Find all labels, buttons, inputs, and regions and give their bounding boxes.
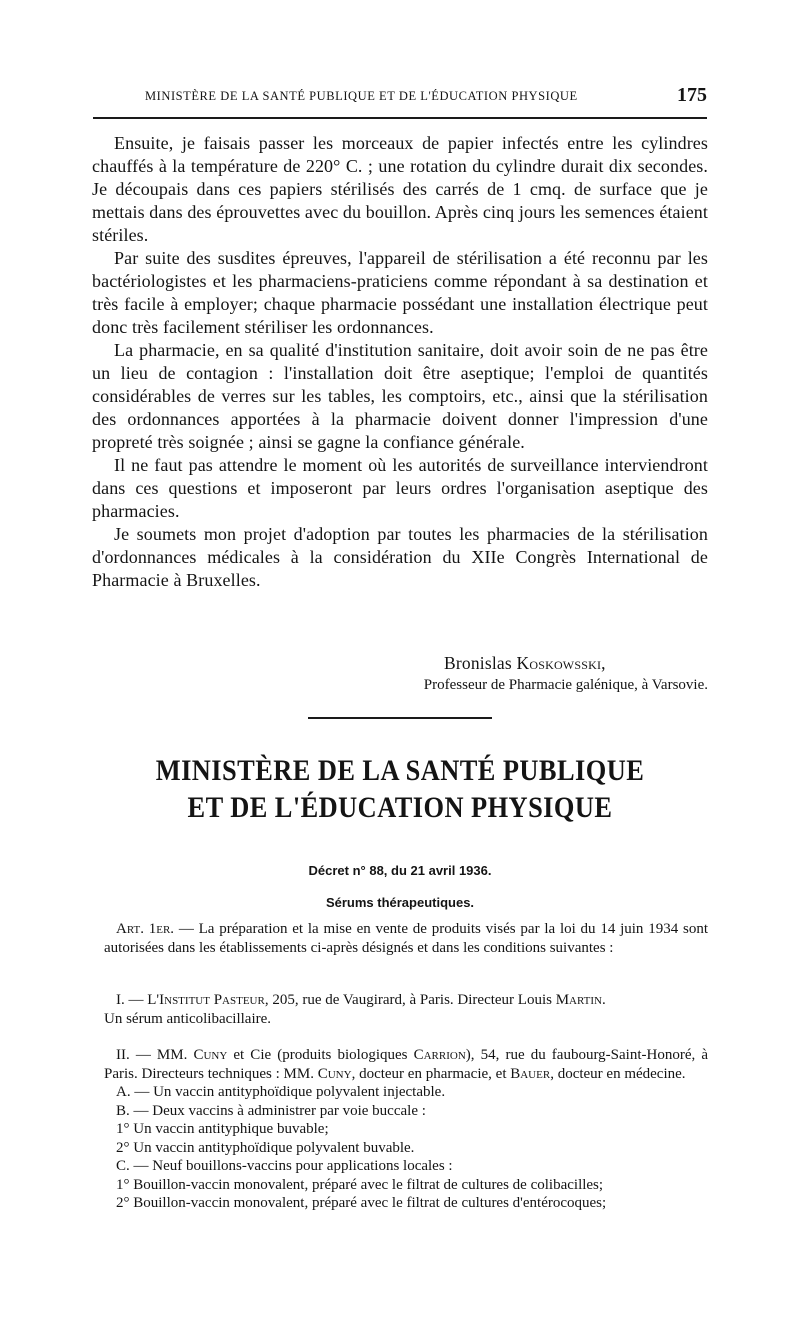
author-first-name: Bronislas <box>444 653 512 673</box>
technician-2-name: Bauer <box>510 1065 551 1082</box>
running-head-title: MINISTÈRE DE LA SANTÉ PUBLIQUE ET DE L'ÉDUCATION PHYSIQUE <box>145 89 578 103</box>
company-rest: et Cie (produits biologiques <box>227 1047 414 1063</box>
item-1-end: . <box>602 992 606 1008</box>
article-text: — La préparation et la mise en vente de produits visés par la loi du 14 juin 1934 sont autorisées dans les établissements ci-après désignés et dans les conditions suivantes : <box>104 921 708 956</box>
running-head <box>93 84 707 108</box>
decree-heading: Décret n° 88, du 21 avril 1936. <box>308 863 492 878</box>
product-line: 1° Bouillon-vaccin monovalent, préparé avec le filtrat de cultures de colibacilles; <box>116 1176 604 1193</box>
author-title: Professeur de Pharmacie galénique, à Varsovie. <box>423 677 708 693</box>
product-line: 2° Bouillon-vaccin monovalent, préparé avec le filtrat de cultures d'entérocoques; <box>116 1195 607 1211</box>
company-name: Cuny <box>193 1047 228 1063</box>
item-1-heading <box>104 991 708 1010</box>
item-2-prefix: II. — MM. <box>116 1047 194 1063</box>
section-title-line1: MINISTÈRE DE LA SANTÉ PUBLIQUE <box>155 754 645 787</box>
decree-subject: Sérums thérapeutiques. <box>325 895 475 910</box>
section-separator <box>308 717 492 719</box>
institute-name: Institut Pasteur <box>159 992 265 1008</box>
page-number: 175 <box>677 84 707 106</box>
item-1 <box>104 991 708 1028</box>
technician-2-role: , docteur en médecine. <box>550 1065 686 1082</box>
article-1-text <box>104 920 708 957</box>
paragraph: Par suite des susdites épreuves, l'appareil de stérilisation a été reconnu par les bactériologistes et les pharmaciens-praticiens comme répondant à sa destination et très facile à employer; chaque pharmacie possédant une installation électrique peut donc très facilement stériliser les ordonnances. <box>92 248 708 337</box>
article-label: Art. 1er. <box>116 921 175 937</box>
section-title <box>129 752 671 826</box>
item-1-prefix: I. — L' <box>116 992 160 1008</box>
director-name: Martin <box>555 992 603 1008</box>
author-last-name: Koskowsski, <box>516 653 606 673</box>
item-2-heading <box>104 1046 708 1083</box>
technician-1-role: , docteur en pharmacie, et <box>351 1065 511 1082</box>
paragraph: Je soumets mon projet d'adoption par toutes les pharmacies de la stérilisation d'ordonnances médicales à la considération du XIIe Congrès International de Pharmacie à Bruxelles. <box>92 524 708 590</box>
item-2 <box>104 1046 708 1213</box>
product-line: B. — Deux vaccins à administrer par voie buccale : <box>116 1102 426 1119</box>
paragraph: La pharmacie, en sa qualité d'institution sanitaire, doit avoir soin de ne pas être un lieu de contagion : l'installation doit être aseptique; l'emploi de quantités considérables de verres sur les tables, les comptoirs, etc., ainsi que la stérilisation des ordonnances apportées à la pharmacie doivent donner l'impression d'une propreté très soignée ; ainsi se gagne la confiance générale. <box>92 340 708 452</box>
product-line: 1° Un vaccin antityphique buvable; <box>116 1121 329 1137</box>
product-line: 2° Un vaccin antityphoïdique polyvalent buvable. <box>116 1139 415 1156</box>
company-address: ), 54, rue du faubourg-Saint-Honoré, à Paris. Directeurs techniques : MM. <box>104 1047 708 1082</box>
paragraph: Il ne faut pas attendre le moment où les autorités de surveillance interviendront dans ces questions et imposeront par leurs ordres l'organisation aseptique des pharmacies. <box>92 455 708 521</box>
paragraph: Ensuite, je faisais passer les morceaux de papier infectés entre les cylindres chauffés à la température de 220° C. ; une rotation du cylindre durait dix secondes. Je découpais dans ces papiers stérilisés des carrés de 1 cmq. de surface que je mettais dans des éprouvettes avec du bouillon. Après cinq jours les semences étaient stériles. <box>92 133 708 245</box>
item-1-product: Un sérum anticolibacillaire. <box>104 1010 272 1027</box>
article-body <box>92 132 708 592</box>
header-rule <box>93 117 707 119</box>
institute-address: , 205, rue de Vaugirard, à Paris. Directeur Louis <box>264 992 556 1008</box>
article-1 <box>104 920 708 957</box>
author-name <box>444 653 606 674</box>
section-title-line2: ET DE L'ÉDUCATION PHYSIQUE <box>187 791 613 824</box>
product-line: A. — Un vaccin antityphoïdique polyvalent injectable. <box>116 1084 446 1100</box>
brand-name: Carrion <box>413 1047 466 1063</box>
product-line: C. — Neuf bouillons-vaccins pour applications locales : <box>116 1158 453 1174</box>
technician-1-name: Cuny <box>317 1065 352 1082</box>
